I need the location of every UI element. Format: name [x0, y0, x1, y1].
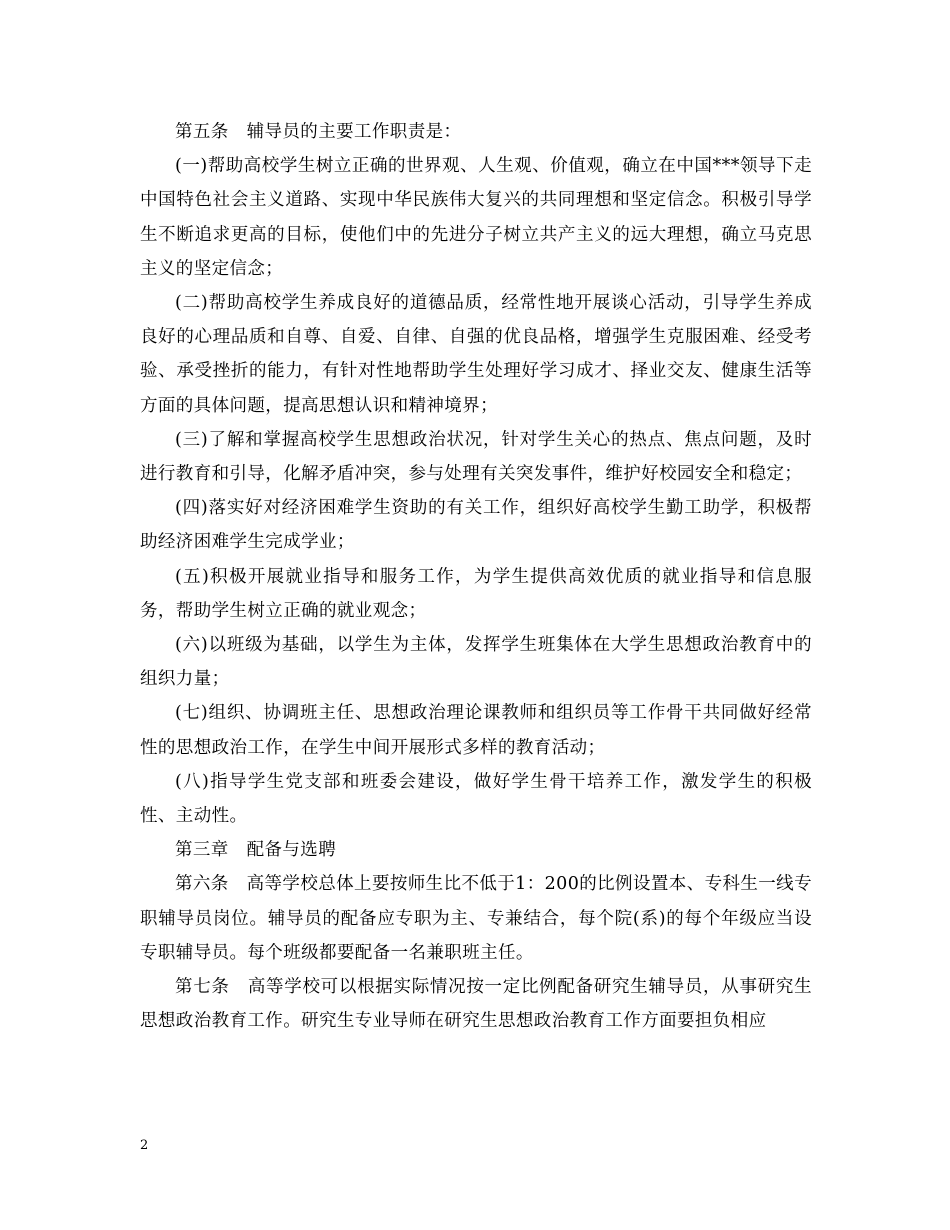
paragraph-duty-5: (五)积极开展就业指导和服务工作，为学生提供高效优质的就业指导和信息服务，帮助学生树立正确的就业观念； [140, 566, 812, 621]
chapter-3-heading: 第三章 配备与选聘 [175, 840, 337, 861]
page-number: 2 [140, 1138, 149, 1153]
paragraph-duty-1: (一)帮助高校学生树立正确的世界观、人生观、价值观，确立在中国***领导下走中国特色社会主义道路、实现中华民族伟大复兴的共同理想和坚定信念。积极引导学生不断追求更高的目标，使他们中的先进分子树立共产主义的远大理想，确立马克思主义的坚定信念； [140, 156, 812, 279]
paragraph-article-6: 第六条 高等学校总体上要按师生比不低于1：200的比例设置本、专科生一线专职辅导员岗位。辅导员的配备应专职为主、专兼结合，每个院(系)的每个年级应当设专职辅导员。每个班级都要配备一名兼职班主任。 [140, 874, 812, 963]
paragraph-duty-8: (八)指导学生党支部和班委会建设，做好学生骨干培养工作，激发学生的积极性、主动性。 [140, 771, 812, 827]
document-body [140, 115, 812, 1038]
paragraph-duty-3: (三)了解和掌握高校学生思想政治状况，针对学生关心的热点、焦点问题，及时进行教育和引导，化解矛盾冲突，参与处理有关突发事件，维护好校园安全和稳定； [140, 429, 812, 485]
paragraph-duty-2: (二)帮助高校学生养成良好的道德品质，经常性地开展谈心活动，引导学生养成良好的心理品质和自尊、自爱、自律、自强的优良品格，增强学生克服困难、经受考验、承受挫折的能力，有针对性地帮助学生处理好学习成才、择业交友、健康生活等方面的具体问题，提高思想认识和精神境界； [140, 293, 812, 416]
paragraph-duty-7: (七)组织、协调班主任、思想政治理论课教师和组织员等工作骨干共同做好经常性的思想政治工作，在学生中间开展形式多样的教育活动； [140, 703, 812, 758]
paragraph-article-7: 第七条 高等学校可以根据实际情况按一定比例配备研究生辅导员，从事研究生思想政治教育工作。研究生专业导师在研究生思想政治教育工作方面要担负相应 [140, 977, 812, 1032]
paragraph-duty-6: (六)以班级为基础，以学生为主体，发挥学生班集体在大学生思想政治教育中的组织力量； [140, 635, 812, 690]
paragraph-duty-4: (四)落实好对经济困难学生资助的有关工作，组织好高校学生勤工助学，积极帮助经济困难学生完成学业； [140, 498, 812, 553]
paragraph-article-5: 第五条 辅导员的主要工作职责是： [175, 122, 462, 142]
